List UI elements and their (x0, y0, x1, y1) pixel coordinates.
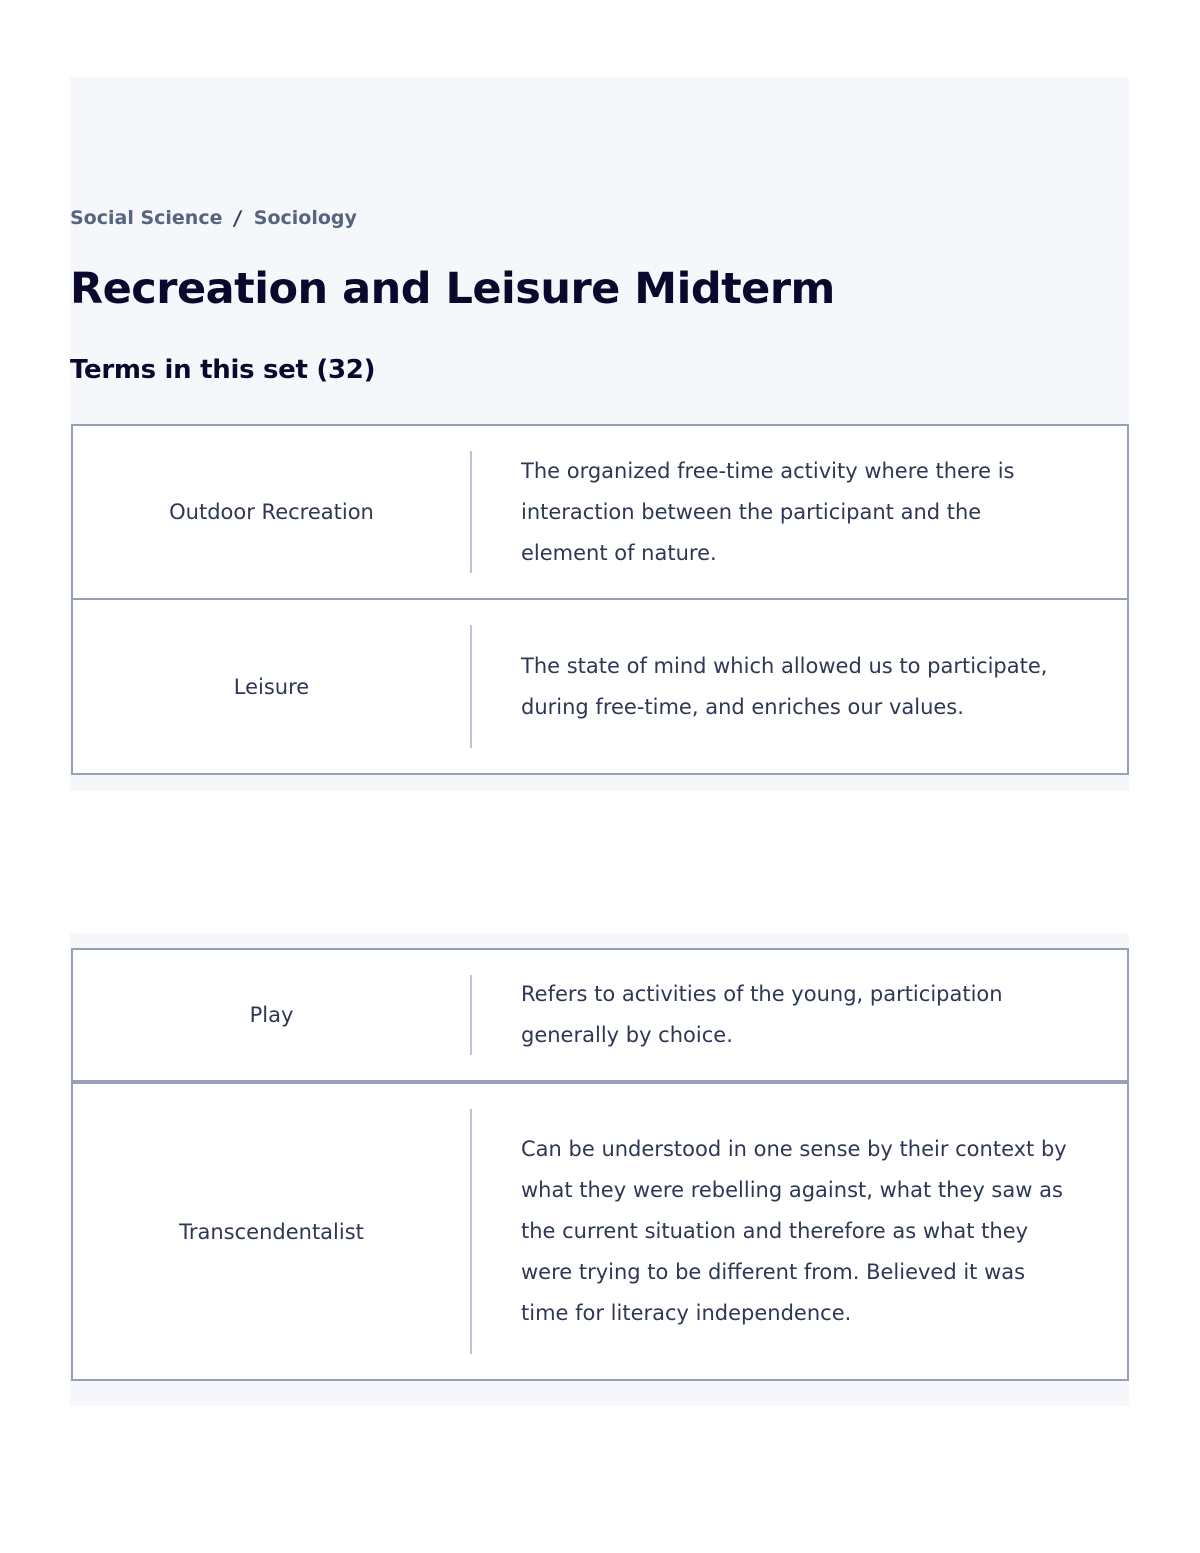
term-text: Leisure (233, 674, 310, 699)
definition-text (521, 426, 1067, 598)
definition-text-content: The state of mind which allowed us to participate, during free-time, and enriches our values. (521, 653, 1048, 719)
term-text: Play (249, 1003, 294, 1027)
card-divider (470, 1109, 472, 1354)
card-divider (470, 451, 472, 573)
definition-text-content: Can be understood in one sense by their context by what they were rebelling against, what they saw as the current situation and therefore as what they were trying to be different from. Believed it was time for literacy independence. (521, 1137, 1067, 1325)
term-text: Outdoor Recreation (169, 500, 374, 524)
term-card (71, 948, 1129, 1082)
breadcrumb-separator: / (232, 206, 244, 230)
definition-text-content: Refers to activities of the young, participation generally by choice. (521, 982, 1003, 1047)
term-text: Transcendentalist (179, 1219, 364, 1244)
card-divider (470, 625, 472, 748)
page-title: Recreation and Leisure Midterm (70, 264, 835, 314)
term-card (71, 424, 1129, 600)
terms-count-heading: Terms in this set (32) (70, 355, 376, 385)
definition-text (521, 1084, 1067, 1379)
term-card (71, 1082, 1129, 1381)
term-card (71, 598, 1129, 775)
breadcrumb-link-sociology[interactable]: Sociology (253, 207, 357, 229)
definition-text (521, 600, 1067, 773)
definition-text-content: The organized free-time activity where there is interaction between the participant and the element of nature. (521, 458, 1015, 565)
breadcrumb (70, 206, 357, 230)
breadcrumb-link-social-science[interactable]: Social Science (70, 207, 223, 229)
card-divider (470, 975, 472, 1055)
definition-text (521, 950, 1067, 1080)
